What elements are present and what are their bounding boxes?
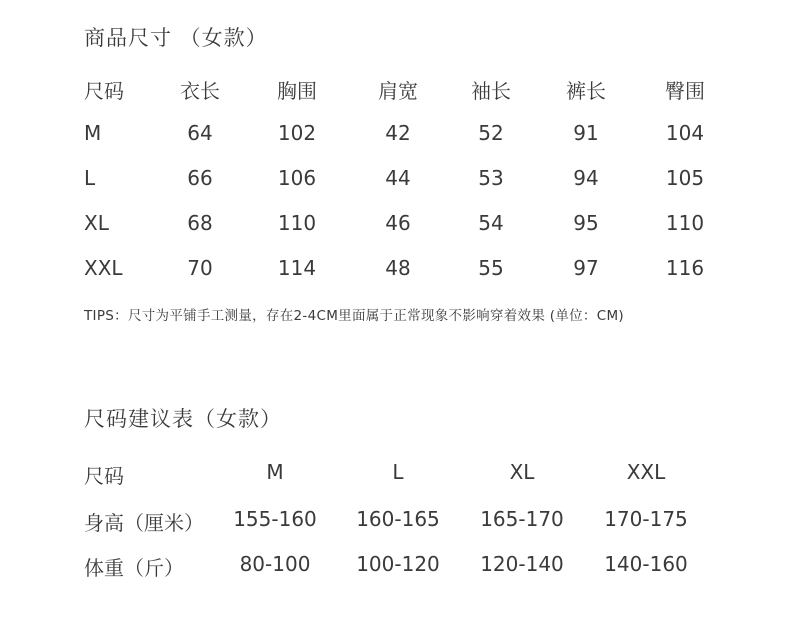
header-cell-0: 尺码 xyxy=(84,464,124,488)
table-cell-r2-c1: 66 xyxy=(187,166,213,190)
header-cell-2: L xyxy=(392,460,404,484)
table-cell-r1-c0: 身高（厘米） xyxy=(84,511,204,535)
table-cell-r3-c3: 46 xyxy=(385,211,411,235)
table-cell-r2-c1: 80-100 xyxy=(239,552,311,576)
header-cell-6: 臀围 xyxy=(665,79,705,103)
header-cell-4: XXL xyxy=(626,460,666,484)
header-cell-0: 尺码 xyxy=(84,79,124,103)
table-cell-r4-c3: 48 xyxy=(385,256,411,280)
table-cell-r3-c0: XL xyxy=(84,211,109,235)
table-cell-r4-c0: XXL xyxy=(84,256,123,280)
header-cell-3: XL xyxy=(509,460,535,484)
table-cell-r1-c1: 155-160 xyxy=(233,507,317,531)
table-cell-r2-c4: 140-160 xyxy=(604,552,688,576)
table-cell-r1-c1: 64 xyxy=(187,121,213,145)
header-cell-1: M xyxy=(266,460,284,484)
table-cell-r2-c5: 94 xyxy=(573,166,599,190)
header-cell-2: 胸围 xyxy=(277,79,317,103)
table-cell-r2-c4: 53 xyxy=(478,166,504,190)
size-table-title: 商品尺寸 （女款） xyxy=(84,26,268,50)
table-cell-r3-c2: 110 xyxy=(277,211,317,235)
table-cell-r2-c2: 100-120 xyxy=(356,552,440,576)
table-cell-r1-c3: 165-170 xyxy=(480,507,564,531)
table-cell-r1-c4: 170-175 xyxy=(604,507,688,531)
table-cell-r4-c2: 114 xyxy=(277,256,317,280)
table-cell-r1-c5: 91 xyxy=(573,121,599,145)
size-tips: TIPS：尺寸为平铺手工测量，存在2-4CM里面属于正常现象不影响穿着效果 (单位：CM) xyxy=(84,308,624,324)
suggestion-table-title: 尺码建议表（女款） xyxy=(84,407,282,431)
table-cell-r2-c0: L xyxy=(84,166,96,190)
table-cell-r1-c4: 52 xyxy=(478,121,504,145)
table-cell-r1-c0: M xyxy=(84,121,102,145)
table-cell-r1-c3: 42 xyxy=(385,121,411,145)
table-cell-r4-c5: 97 xyxy=(573,256,599,280)
table-cell-r2-c0: 体重（斤） xyxy=(84,556,184,580)
table-cell-r2-c3: 120-140 xyxy=(480,552,564,576)
header-cell-3: 肩宽 xyxy=(378,79,418,103)
table-cell-r1-c2: 160-165 xyxy=(356,507,440,531)
table-cell-r4-c4: 55 xyxy=(478,256,504,280)
table-cell-r3-c1: 68 xyxy=(187,211,213,235)
table-cell-r1-c6: 104 xyxy=(665,121,705,145)
table-cell-r4-c1: 70 xyxy=(187,256,213,280)
table-cell-r3-c5: 95 xyxy=(573,211,599,235)
table-cell-r3-c6: 110 xyxy=(665,211,705,235)
table-cell-r2-c2: 106 xyxy=(277,166,317,190)
table-cell-r2-c6: 105 xyxy=(665,166,705,190)
table-cell-r1-c2: 102 xyxy=(277,121,317,145)
table-cell-r4-c6: 116 xyxy=(665,256,705,280)
table-cell-r3-c4: 54 xyxy=(478,211,504,235)
header-cell-1: 衣长 xyxy=(180,79,220,103)
table-cell-r2-c3: 44 xyxy=(385,166,411,190)
header-cell-5: 裤长 xyxy=(566,79,606,103)
header-cell-4: 袖长 xyxy=(471,79,511,103)
